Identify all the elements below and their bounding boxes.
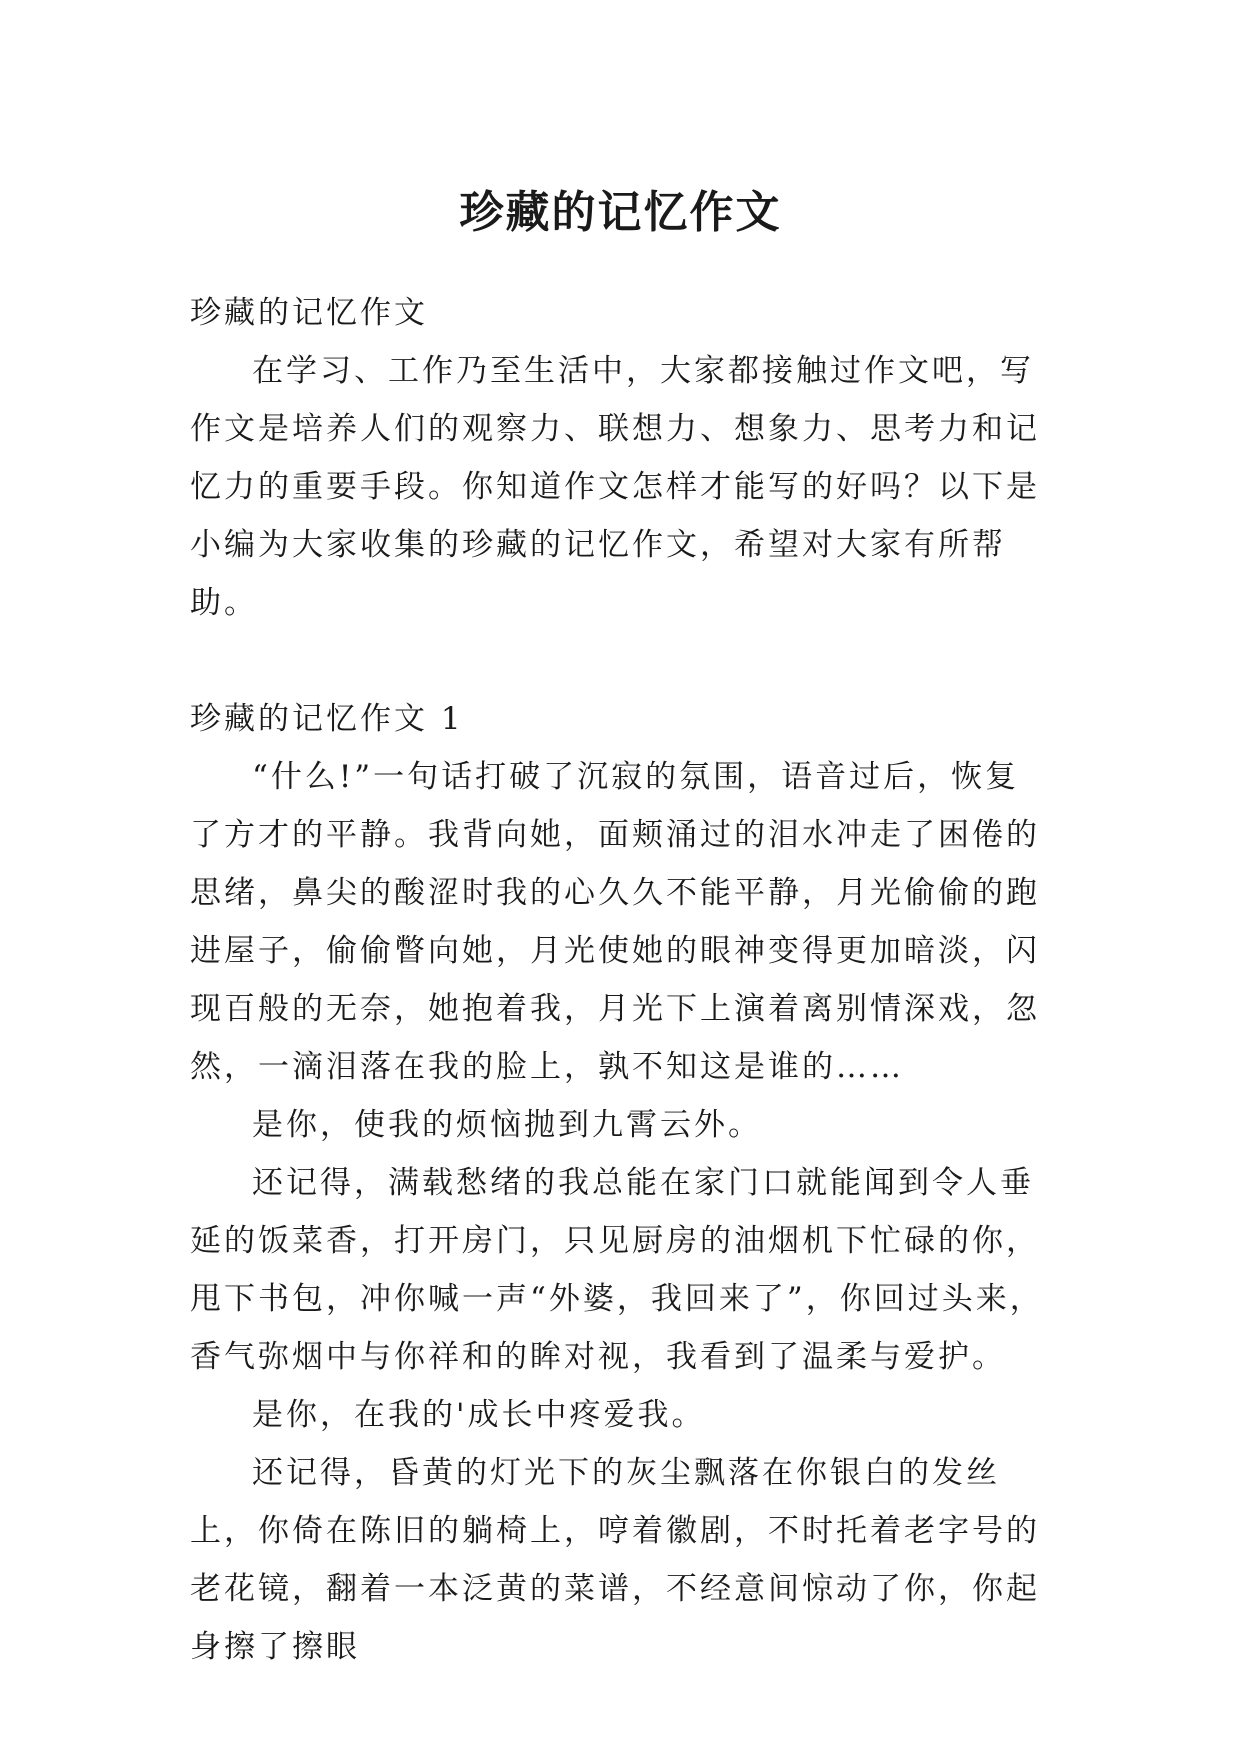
essay-paragraph: 还记得，昏黄的灯光下的灰尘飘落在你银白的发丝上，你倚在陈旧的躺椅上，哼着徽剧，不时托着老字号的老花镜，翻着一本泛黄的菜谱，不经意间惊动了你，你起身擦了擦眼 (190, 1455, 1040, 1665)
section-heading-intro: 珍藏的记忆作文 (190, 295, 428, 331)
essay-paragraph: 还记得，满载愁绪的我总能在家门口就能闻到令人垂延的饭菜香，打开房门，只见厨房的油烟机下忙碌的你，甩下书包，冲你喊一声“外婆，我回来了”，你回过头来，香气弥烟中与你祥和的眸对视，我看到了温柔与爱护。 (190, 1165, 1044, 1375)
intro-paragraph: 在学习、工作乃至生活中，大家都接触过作文吧，写作文是培养人们的观察力、联想力、想象力、思考力和记忆力的重要手段。你知道作文怎样才能写的好吗？以下是小编为大家收集的珍藏的记忆作文，希望对大家有所帮助。 (190, 353, 1040, 621)
section-heading-essay-1: 珍藏的记忆作文 1 (190, 701, 464, 737)
document-body (190, 284, 1050, 1676)
page-title: 珍藏的记忆作文 (459, 187, 782, 239)
essay-paragraph: “什么!”一句话打破了沉寂的氛围，语音过后，恢复了方才的平静。我背向她，面颊涌过的泪水冲走了困倦的思绪，鼻尖的酸涩时我的心久久不能平静，月光偷偷的跑进屋子，偷偷瞥向她，月光使她的眼神变得更加暗淡，闪现百般的无奈，她抱着我，月光下上演着离别情深戏，忽然，一滴泪落在我的脸上，孰不知这是谁的…… (190, 759, 1040, 1085)
essay-paragraph: 是你，在我的'成长中疼爱我。 (252, 1397, 706, 1433)
essay-paragraph: 是你，使我的烦恼抛到九霄云外。 (252, 1107, 762, 1143)
section-spacer (190, 632, 1050, 690)
